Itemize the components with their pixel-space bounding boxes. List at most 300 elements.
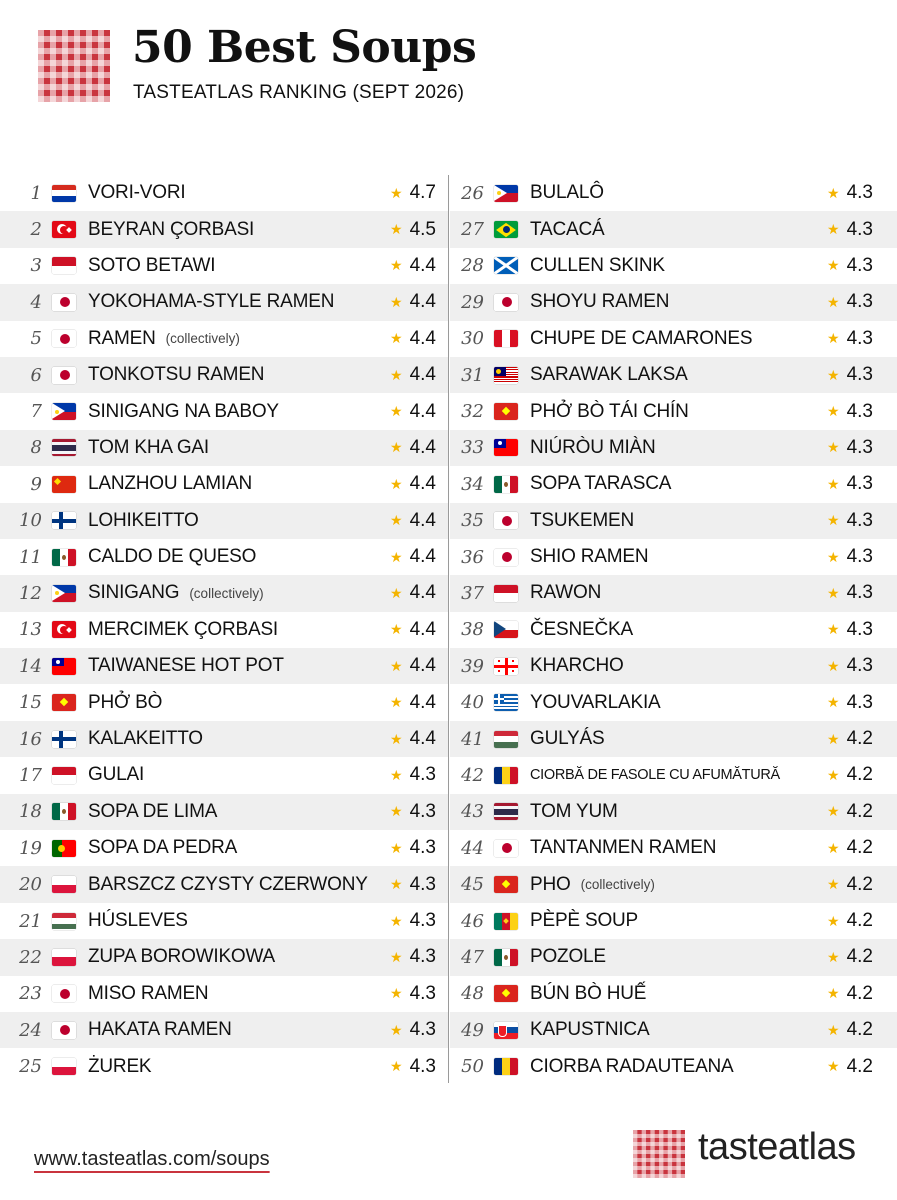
rating [390,430,436,466]
brazil-flag-icon [494,221,518,238]
dish-name[interactable]: TONKOTSU RAMEN [88,364,265,386]
dish-name[interactable]: TOM YUM [530,800,618,822]
ranking-row[interactable] [0,175,448,211]
rank-number: 31 [461,364,484,386]
rank-number: 11 [19,546,42,568]
rating-value: 4.4 [409,327,436,349]
rating [390,976,436,1012]
ranking-row[interactable] [0,211,448,247]
rating-value: 4.3 [409,946,436,968]
turkey-flag-icon [52,621,76,638]
dish-name[interactable]: ŻUREK [88,1055,152,1077]
rank-number: 38 [461,619,484,641]
scotland-flag-icon [494,257,518,274]
rating [390,903,436,939]
star-icon: ★ [390,184,403,201]
rating [390,794,436,830]
japan-flag-icon [494,549,518,566]
rating [390,830,436,866]
star-icon: ★ [827,293,840,310]
ranking-row[interactable] [0,830,448,866]
rating-value: 4.3 [846,655,873,677]
ranking-row[interactable] [450,175,897,211]
georgia-flag-icon [494,658,518,675]
vietnam-flag-icon [52,694,76,711]
dish-name[interactable]: PÈPÈ SOUP [530,910,639,931]
thailand-flag-icon [494,803,518,820]
rating-value: 4.3 [846,691,873,713]
star-icon: ★ [390,293,403,310]
rank-number: 41 [461,728,484,750]
thailand-flag-icon [52,439,76,456]
star-icon: ★ [390,475,403,492]
ranking-row[interactable] [450,903,897,939]
dish-name[interactable]: SINIGANG [88,582,180,604]
brand-logo-icon [633,1130,685,1178]
dish-name[interactable]: KHARCHO [530,655,624,677]
rank-number: 18 [19,801,42,823]
rating [390,1012,436,1048]
ranking-row[interactable] [0,976,448,1012]
rating [827,866,873,902]
dish-name[interactable]: CHUPE DE CAMARONES [530,327,753,349]
rating [827,175,873,211]
star-icon: ★ [827,803,840,820]
rank-number: 10 [19,510,42,532]
rank-number: 6 [30,364,42,386]
china-flag-icon [52,476,76,493]
poland-flag-icon [52,949,76,966]
star-icon: ★ [827,439,840,456]
rank-number: 14 [19,655,42,677]
dish-name[interactable]: MERCIMEK ÇORBASI [88,618,278,640]
rating [390,248,436,284]
japan-flag-icon [52,367,76,384]
rank-number: 22 [19,946,42,968]
rank-number: 1 [30,182,42,204]
ranking-row[interactable] [450,503,897,539]
rank-number: 50 [461,1056,484,1078]
rating [390,284,436,320]
vietnam-flag-icon [494,985,518,1002]
ranking-row[interactable] [0,1048,448,1084]
ranking-row[interactable] [450,830,897,866]
ranking-column-right [450,175,897,1085]
rating-value: 4.3 [409,837,436,859]
rating-value: 4.4 [409,436,436,458]
star-icon: ★ [827,766,840,783]
rank-number: 20 [19,874,42,896]
dish-name[interactable]: SHOYU RAMEN [530,291,670,313]
rating-value: 4.3 [409,910,436,931]
vietnam-flag-icon [494,876,518,893]
dish-name[interactable]: YOUVARLAKIA [530,691,661,713]
star-icon: ★ [827,621,840,638]
rating-value: 4.4 [409,691,436,713]
rating [390,612,436,648]
star-icon: ★ [827,366,840,383]
rating-value: 4.2 [846,873,873,895]
ranking-row[interactable] [0,866,448,902]
rating-value: 4.3 [846,546,873,568]
dish-name[interactable]: TSUKEMEN [530,509,634,531]
page-subtitle: TASTEATLAS RANKING (SEPT 2026) [133,82,465,103]
dish-name[interactable]: VORI-VORI [88,182,186,204]
star-icon: ★ [827,221,840,238]
rating-value: 4.3 [846,618,873,640]
dish-name[interactable]: HAKATA RAMEN [88,1019,232,1041]
rating [827,903,873,939]
rating-value: 4.4 [409,618,436,640]
dish-name[interactable]: LANZHOU LAMIAN [88,473,253,495]
rating [390,175,436,211]
star-icon: ★ [390,1058,403,1075]
rank-number: 47 [461,946,484,968]
rating-value: 4.4 [409,509,436,531]
rank-number: 24 [19,1019,42,1041]
ranking-row[interactable] [0,721,448,757]
ranking-row[interactable] [450,284,897,320]
page-title: 50 Best Soups [132,22,477,73]
portugal-flag-icon [52,840,76,857]
star-icon: ★ [827,985,840,1002]
rating [390,721,436,757]
rating-value: 4.3 [409,1019,436,1041]
star-icon: ★ [390,948,403,965]
dish-name[interactable]: PHỞ BÒ [88,691,163,713]
dish-name[interactable]: CIORBĂ DE FASOLE CU AFUMĂTURĂ [530,767,780,784]
dish-name[interactable]: PHO [530,873,571,895]
ranking-row[interactable] [0,466,448,502]
rank-number: 33 [461,437,484,459]
rank-number: 9 [30,473,42,495]
dish-name[interactable]: YOKOHAMA-STYLE RAMEN [88,291,335,313]
ranking-row[interactable] [450,866,897,902]
rank-number: 35 [461,510,484,532]
dish-name[interactable]: CALDO DE QUESO [88,546,257,568]
malaysia-flag-icon [494,367,518,384]
greece-flag-icon [494,694,518,711]
rating [827,612,873,648]
dish-name[interactable]: POZOLE [530,946,606,968]
rating [390,939,436,975]
dish-name[interactable]: HÚSLEVES [88,910,188,931]
ranking-row[interactable] [0,248,448,284]
ranking-column-left [0,175,448,1085]
dish-name[interactable]: SOPA TARASCA [530,473,672,495]
ranking-row[interactable] [0,939,448,975]
ranking-row[interactable] [450,248,897,284]
ranking-row[interactable] [0,612,448,648]
ranking-row[interactable] [0,757,448,793]
dish-name[interactable]: SARAWAK LAKSA [530,364,688,386]
ranking-row[interactable] [0,903,448,939]
rating [827,211,873,247]
footer-link[interactable]: www.tasteatlas.com/soups [34,1148,270,1170]
rating [390,357,436,393]
ranking-row[interactable] [0,284,448,320]
ranking-row[interactable] [450,612,897,648]
star-icon: ★ [390,657,403,674]
rank-number: 34 [461,473,484,495]
ranking-row[interactable] [450,430,897,466]
rank-number: 8 [30,437,42,459]
star-icon: ★ [390,257,403,274]
star-icon: ★ [827,948,840,965]
rank-number: 32 [461,401,484,423]
ranking-row[interactable] [0,393,448,429]
column-divider [448,175,449,1083]
star-icon: ★ [390,1021,403,1038]
vietnam-flag-icon [494,403,518,420]
tasteatlas-logo-icon [38,30,110,102]
star-icon: ★ [390,584,403,601]
dish-name[interactable]: GULAI [88,764,145,786]
rank-number: 13 [19,619,42,641]
rating [390,757,436,793]
dish-name[interactable]: BULALÔ [530,182,604,204]
dish-name[interactable]: NIÚRÒU MIÀN [530,436,656,458]
dish-name[interactable]: SOPA DE LIMA [88,800,218,822]
dish-name[interactable]: PHỞ BÒ TÁI CHÍN [530,400,689,422]
ranking-row[interactable] [0,430,448,466]
rating-value: 4.7 [409,182,436,204]
rank-number: 44 [461,837,484,859]
ranking-row[interactable] [450,757,897,793]
japan-flag-icon [494,294,518,311]
ranking-row[interactable] [450,794,897,830]
star-icon: ★ [827,403,840,420]
hungary-flag-icon [494,731,518,748]
ranking-row[interactable] [450,684,897,720]
star-icon: ★ [390,876,403,893]
rating [827,248,873,284]
ranking-row[interactable] [0,539,448,575]
rating-value: 4.3 [846,400,873,422]
rating [827,575,873,611]
rating-value: 4.3 [846,218,873,240]
rank-number: 42 [461,764,484,786]
rating [827,284,873,320]
dish-name[interactable]: SINIGANG NA BABOY [88,400,279,422]
rating [390,866,436,902]
rating [827,648,873,684]
star-icon: ★ [390,621,403,638]
star-icon: ★ [827,694,840,711]
dish-name[interactable]: GULYÁS [530,728,605,750]
dish-name[interactable]: RAMEN [88,327,156,349]
star-icon: ★ [827,257,840,274]
ranking-row[interactable] [450,1012,897,1048]
ranking-row[interactable] [0,321,448,357]
rating-value: 4.4 [409,400,436,422]
ranking-row[interactable] [450,721,897,757]
rating-value: 4.2 [846,982,873,1004]
dish-note: (collectively) [165,331,240,347]
taiwan-flag-icon [494,439,518,456]
dish-name[interactable]: TAIWANESE HOT POT [88,655,284,677]
ranking-row[interactable] [450,939,897,975]
star-icon: ★ [827,330,840,347]
rating [827,757,873,793]
rating-value: 4.3 [409,982,436,1004]
star-icon: ★ [390,330,403,347]
rank-number: 4 [30,291,42,313]
japan-flag-icon [52,1022,76,1039]
rating-value: 4.2 [846,837,873,859]
rating [827,721,873,757]
rank-number: 30 [461,328,484,350]
rank-number: 25 [19,1056,42,1078]
dish-name[interactable]: BÚN BÒ HUẾ [530,982,647,1004]
mexico-flag-icon [494,476,518,493]
dish-name[interactable]: BEYRAN ÇORBASI [88,218,255,240]
dish-name[interactable]: SOPA DA PEDRA [88,837,238,859]
rating [827,466,873,502]
japan-flag-icon [52,294,76,311]
rank-number: 12 [19,582,42,604]
rating-value: 4.4 [409,473,436,495]
dish-note: (collectively) [189,585,264,601]
rating-value: 4.2 [846,1019,873,1041]
rank-number: 3 [30,255,42,277]
rank-number: 23 [19,983,42,1005]
ranking-row[interactable] [0,648,448,684]
rank-number: 21 [19,910,42,932]
star-icon: ★ [390,694,403,711]
ranking-row[interactable] [450,575,897,611]
star-icon: ★ [827,584,840,601]
ranking-row[interactable] [0,575,448,611]
rank-number: 39 [461,655,484,677]
dish-name[interactable]: LOHIKEITTO [88,509,199,531]
japan-flag-icon [52,985,76,1002]
ranking-row[interactable] [0,794,448,830]
rating-value: 4.2 [846,800,873,822]
turkey-flag-icon [52,221,76,238]
ranking-row[interactable] [450,321,897,357]
peru-flag-icon [494,330,518,347]
japan-flag-icon [52,330,76,347]
rating [390,684,436,720]
star-icon: ★ [390,403,403,420]
philippines-flag-icon [52,403,76,420]
ranking-row[interactable] [0,1012,448,1048]
czechia-flag-icon [494,621,518,638]
ranking-row[interactable] [0,684,448,720]
star-icon: ★ [390,766,403,783]
rank-number: 49 [461,1019,484,1041]
rating [390,393,436,429]
rating [827,539,873,575]
dish-name[interactable]: KALAKEITTO [88,728,203,750]
dish-name[interactable]: KAPUSTNICA [530,1019,650,1041]
ranking-row[interactable] [450,211,897,247]
rating-value: 4.2 [846,728,873,750]
rank-number: 19 [19,837,42,859]
ranking-row[interactable] [450,357,897,393]
star-icon: ★ [390,221,403,238]
dish-name[interactable]: CULLEN SKINK [530,254,665,276]
rating-value: 4.4 [409,655,436,677]
dish-name[interactable]: ZUPA BOROWIKOWA [88,946,276,968]
rating [390,321,436,357]
rating [827,976,873,1012]
star-icon: ★ [827,839,840,856]
rating-value: 4.4 [409,364,436,386]
dish-name[interactable]: TACACÁ [530,218,605,240]
ranking-row[interactable] [450,393,897,429]
dish-name[interactable]: SOTO BETAWI [88,254,216,276]
star-icon: ★ [390,548,403,565]
rating [827,430,873,466]
poland-flag-icon [52,1058,76,1075]
philippines-flag-icon [52,585,76,602]
rating-value: 4.4 [409,582,436,604]
star-icon: ★ [827,657,840,674]
rank-number: 48 [461,983,484,1005]
star-icon: ★ [827,548,840,565]
dish-name[interactable]: TOM KHA GAI [88,436,209,458]
dish-name[interactable]: CIORBA RADAUTEANA [530,1055,734,1077]
star-icon: ★ [827,730,840,747]
ranking-row[interactable] [450,539,897,575]
rating-value: 4.3 [846,254,873,276]
star-icon: ★ [390,439,403,456]
finland-flag-icon [52,731,76,748]
dish-name[interactable]: RAWON [530,582,602,604]
rating-value: 4.3 [846,473,873,495]
rating [827,1012,873,1048]
rating-value: 4.3 [846,182,873,204]
dish-name[interactable]: SHIO RAMEN [530,546,649,568]
rating-value: 4.3 [409,800,436,822]
star-icon: ★ [390,730,403,747]
rating [390,503,436,539]
indonesia-flag-icon [52,767,76,784]
poland-flag-icon [52,876,76,893]
star-icon: ★ [827,475,840,492]
rating [827,939,873,975]
japan-flag-icon [494,840,518,857]
ranking-row[interactable] [450,1048,897,1084]
rating-value: 4.2 [846,1055,873,1077]
ranking-row[interactable] [450,648,897,684]
romania-flag-icon [494,767,518,784]
brand-name: tasteatlas [698,1126,856,1168]
star-icon: ★ [390,366,403,383]
dish-name[interactable]: ČESNEČKA [530,618,633,640]
rank-number: 36 [461,546,484,568]
rank-number: 43 [461,801,484,823]
star-icon: ★ [827,876,840,893]
cameroon-flag-icon [494,913,518,930]
rating [827,321,873,357]
ranking-row[interactable] [450,976,897,1012]
ranking-row[interactable] [450,466,897,502]
rating [390,211,436,247]
rank-number: 27 [461,219,484,241]
rating-value: 4.3 [409,764,436,786]
rating [390,466,436,502]
dish-name[interactable]: TANTANMEN RAMEN [530,837,717,859]
rank-number: 29 [461,291,484,313]
ranking-row[interactable] [0,503,448,539]
ranking-row[interactable] [0,357,448,393]
dish-name[interactable]: BARSZCZ CZYSTY CZERWONY [88,873,368,895]
japan-flag-icon [494,512,518,529]
dish-name[interactable]: MISO RAMEN [88,982,209,1004]
